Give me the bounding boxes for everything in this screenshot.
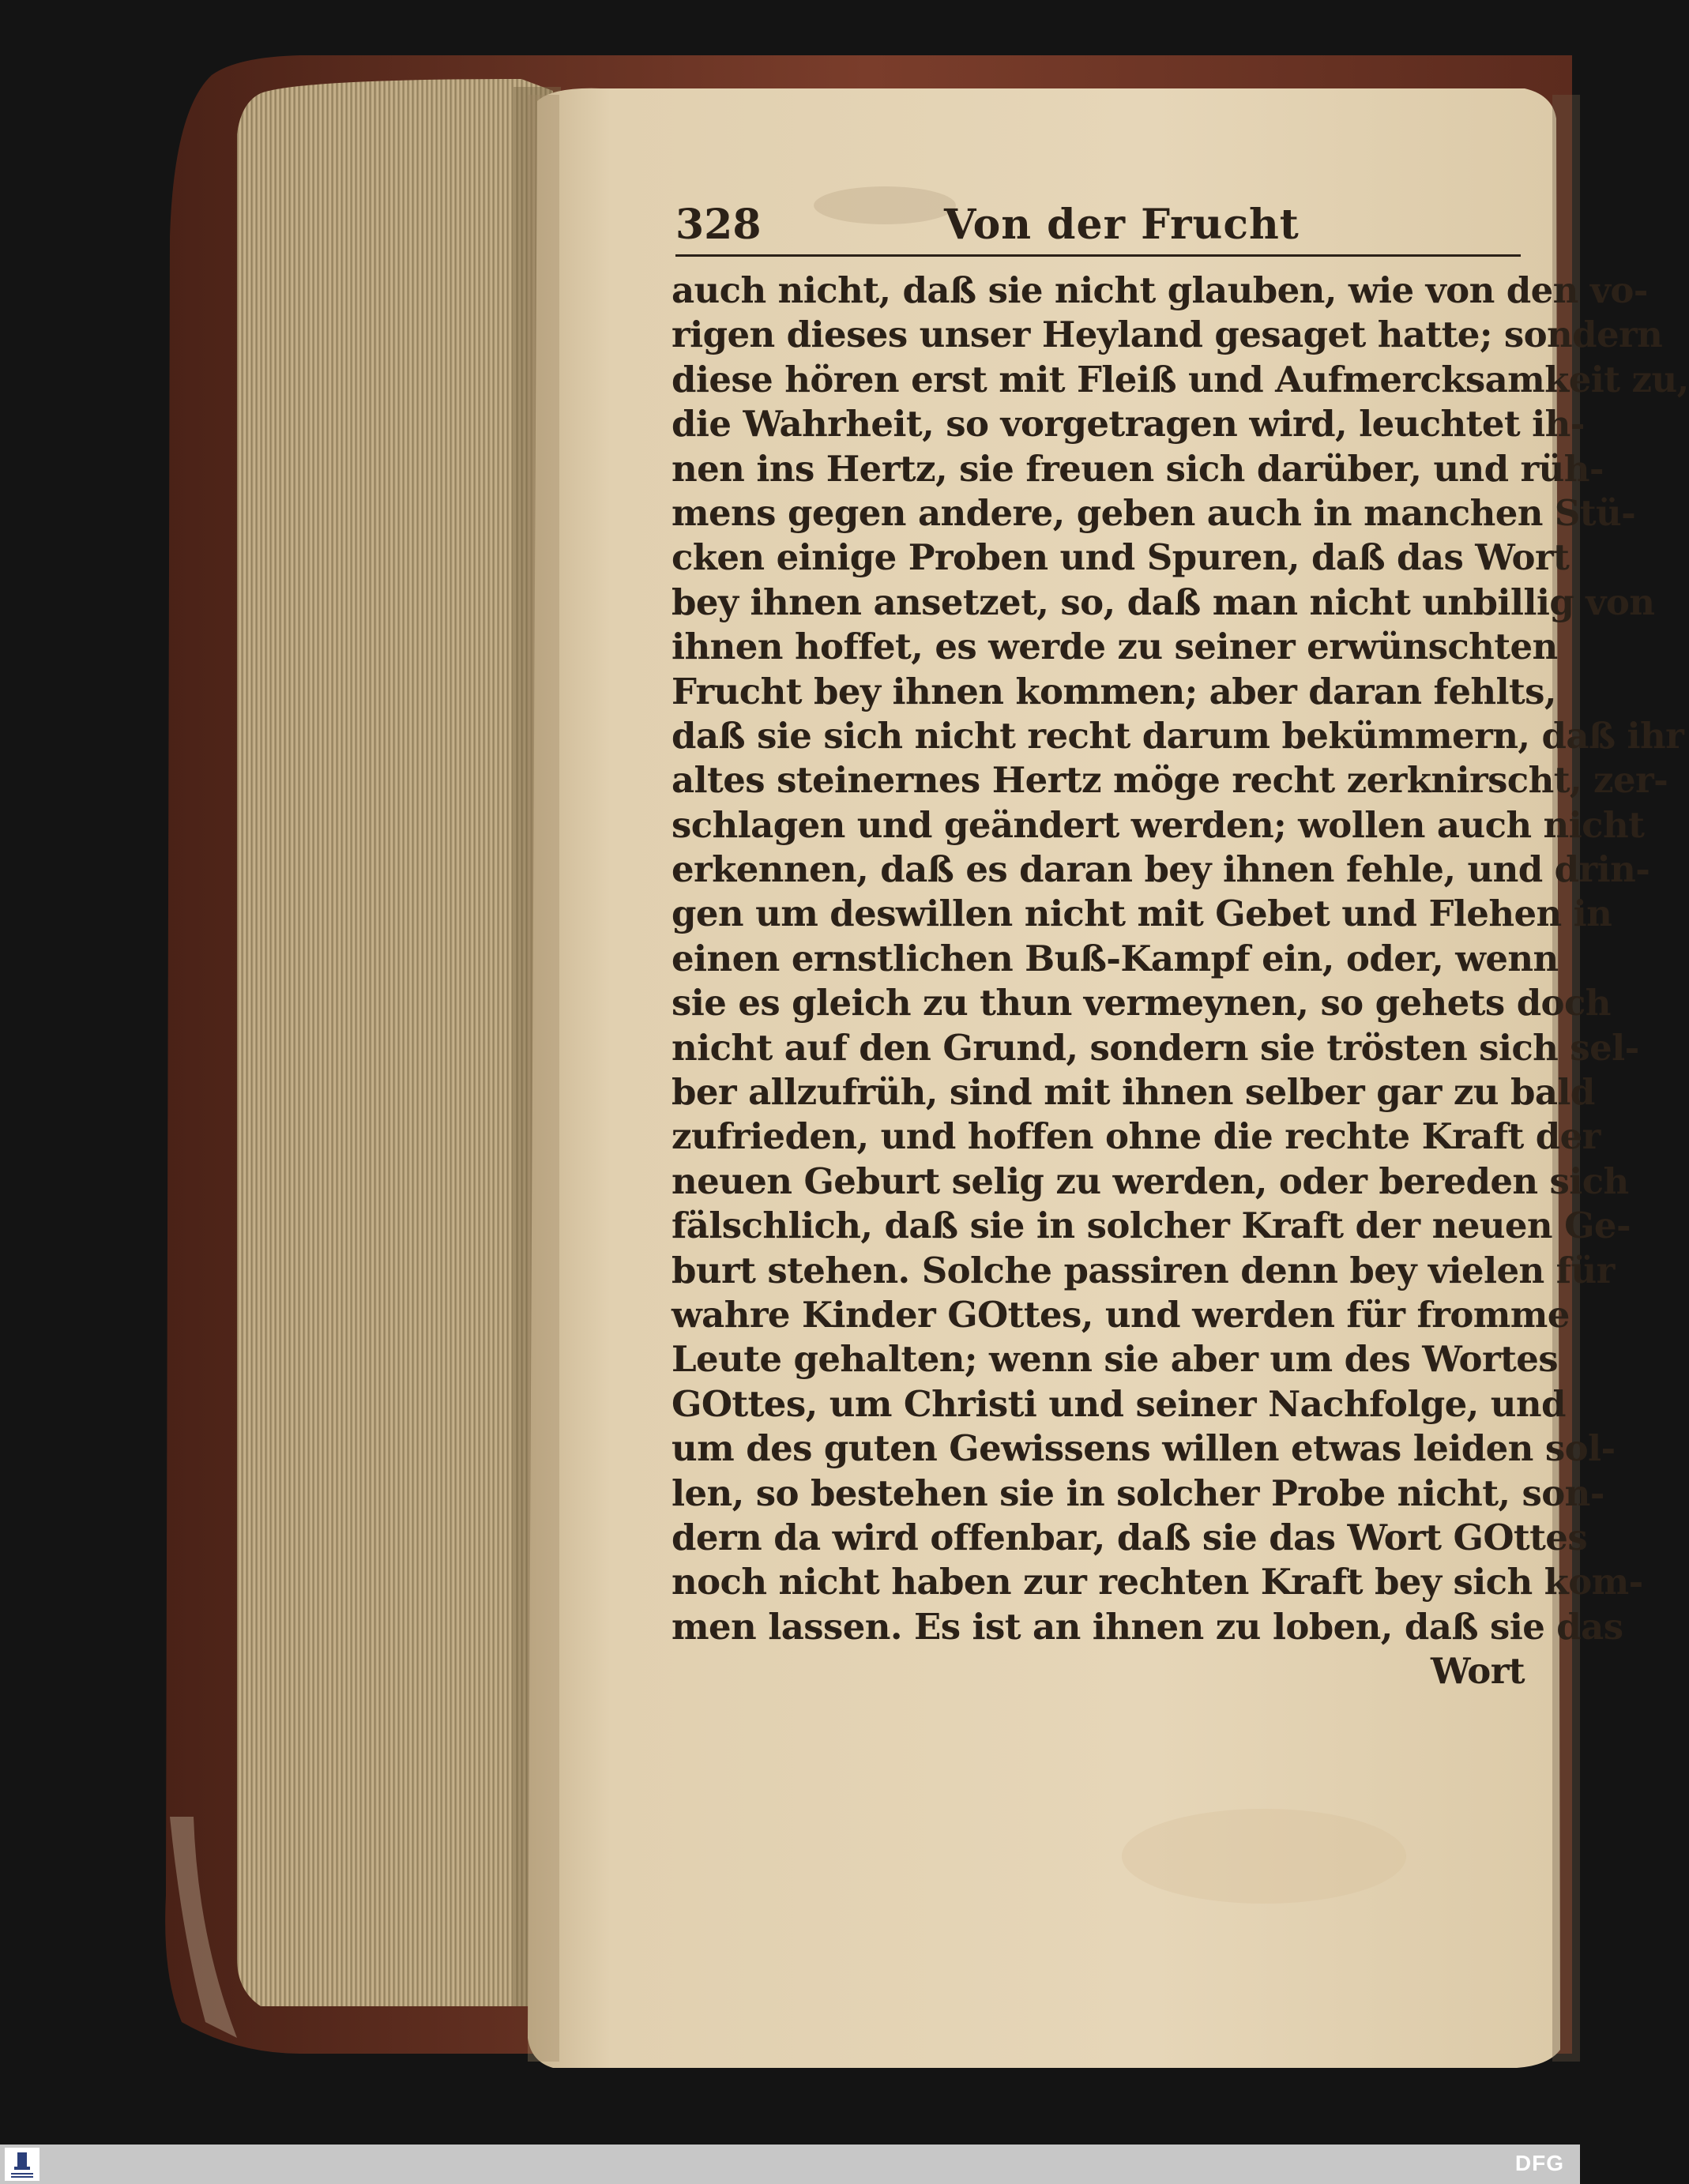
text-line: ber allzufrüh, sind mit ihnen selber gar zu bald	[671, 1071, 1595, 1114]
text-line: um des guten Gewissens willen etwas leiden sol-	[671, 1427, 1616, 1470]
catchword: Wort	[1431, 1650, 1525, 1693]
text-line: sie es gleich zu thun vermeynen, so gehets doch	[671, 982, 1611, 1024]
text-line: GOttes, um Christi und seiner Nachfolge, und	[671, 1382, 1566, 1425]
viewer-footer-bar	[0, 2145, 1580, 2184]
text-line: fälschlich, daß sie in solcher Kraft der neuen Ge-	[671, 1205, 1631, 1247]
text-line: erkennen, daß es daran bey ihnen fehle, und drin-	[671, 848, 1650, 891]
text-line: burt stehen. Solche passiren denn bey vielen für	[671, 1249, 1615, 1291]
text-line: wahre Kinder GOttes, und werden für fromme	[671, 1293, 1570, 1336]
text-line: noch nicht haben zur rechten Kraft bey sich kom-	[671, 1561, 1643, 1603]
text-line: bey ihnen ansetzet, so, daß man nicht unbillig von	[671, 581, 1655, 623]
text-line: diese hören erst mit Fleiß und Aufmercksamkeit zu,	[671, 358, 1689, 400]
library-logo-icon	[5, 2148, 39, 2181]
gutter-shadow	[528, 95, 559, 2062]
text-line: gen um deswillen nicht mit Gebet und Flehen in	[671, 893, 1612, 935]
page-header	[675, 199, 1521, 257]
text-line: mens gegen andere, geben auch in manchen Stü-	[671, 491, 1636, 534]
text-line: altes steinernes Hertz möge recht zerknirscht, zer-	[671, 759, 1668, 802]
text-line: len, so bestehen sie in solcher Probe nicht, son-	[671, 1472, 1604, 1514]
text-line: Frucht bey ihnen kommen; aber daran fehlts,	[671, 670, 1556, 712]
body-text	[671, 269, 1689, 1694]
text-line: die Wahrheit, so vorgetragen wird, leuchtet ih-	[671, 403, 1585, 445]
text-line: neuen Geburt selig zu werden, oder bereden sich	[671, 1160, 1629, 1202]
paper-stain	[1122, 1809, 1406, 1904]
text-line: men lassen. Es ist an ihnen zu loben, daß sie das	[671, 1605, 1623, 1648]
text-line: Leute gehalten; wenn sie aber um des Wortes	[671, 1338, 1559, 1381]
page-edges	[237, 79, 553, 2006]
text-line: dern da wird offenbar, daß sie das Wort GOttes	[671, 1516, 1588, 1558]
page-number: 328	[675, 201, 762, 249]
text-line: nen ins Hertz, sie freuen sich darüber, und rüh-	[671, 447, 1604, 490]
text-line: daß sie sich nicht recht darum bekümmern, daß ihr	[671, 714, 1684, 757]
dfg-logo: DFG	[1514, 2151, 1564, 2175]
text-line: schlagen und geändert werden; wollen auch nicht	[671, 803, 1645, 846]
running-head: Von der Frucht	[944, 201, 1300, 249]
text-line: cken einige Proben und Spuren, daß das Wort	[671, 536, 1570, 579]
text-line: ihnen hoffet, es werde zu seiner erwünschten	[671, 626, 1558, 668]
text-line: auch nicht, daß sie nicht glauben, wie von den vo-	[671, 269, 1648, 311]
text-line: nicht auf den Grund, sondern sie trösten sich sel-	[671, 1026, 1639, 1069]
text-line: einen ernstlichen Buß-Kampf ein, oder, wenn	[671, 937, 1559, 979]
text-line: rigen dieses unser Heyland gesaget hatte; sondern	[671, 314, 1663, 356]
text-line: zufrieden, und hoffen ohne die rechte Kraft der	[671, 1115, 1601, 1158]
